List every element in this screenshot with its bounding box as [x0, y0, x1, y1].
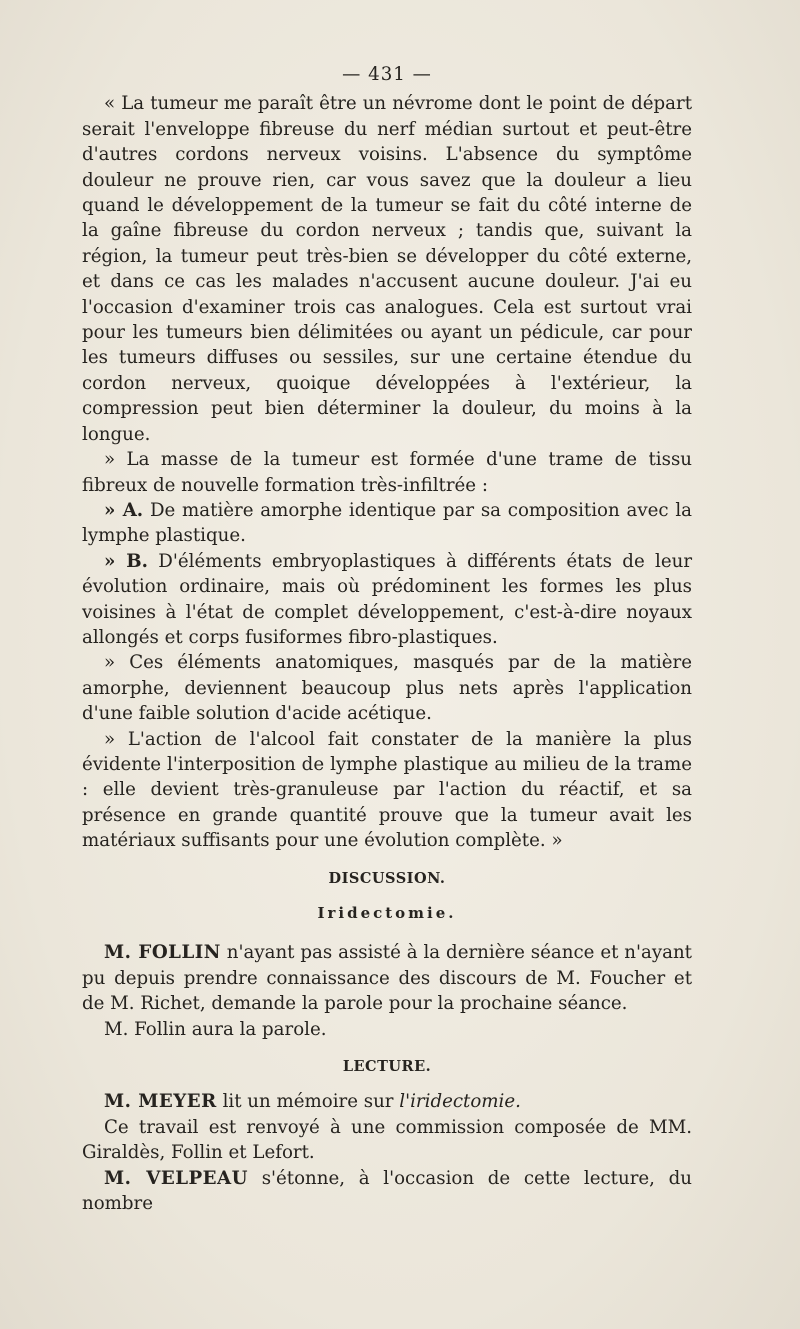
paragraph-meyer [82, 1089, 692, 1114]
item-a-text: De matière amorphe identique par sa composition avec la lymphe plastique. [82, 499, 692, 547]
item-b-marker: » B. [104, 550, 148, 572]
paragraph-item-b [82, 549, 692, 651]
meyer-title: l'iridectomie. [399, 1091, 521, 1113]
speaker-meyer: M. MEYER [104, 1091, 217, 1113]
paragraph-masse-tumeur: » La masse de la tumeur est formée d'une trame de tissu fibreux de nouvelle formation très-infiltrée : [82, 449, 692, 496]
speaker-velpeau: M. VELPEAU [104, 1167, 248, 1189]
paragraph-commission: Ce travail est renvoyé à une commission composée de MM. Giraldès, Follin et Lefort. [82, 1116, 692, 1164]
paragraph-item-a [82, 498, 692, 549]
paragraph-action-alcool: » L'action de l'alcool fait constater de la manière la plus évidente l'interposition de lymphe plastique au milieu de la trame : elle devient très-granuleuse par l'action du réactif, et sa présence en grande quantité prouve que la tumeur avait les matériaux suffisants pour une évolution complète. » [82, 728, 692, 852]
page-number: — 431 — [342, 64, 432, 85]
speaker-follin: M. FOLLIN [104, 942, 221, 964]
iridectomie-subheading: Iridectomie. [317, 904, 457, 922]
paragraph-follin-parole: M. Follin aura la parole. [104, 1018, 327, 1040]
paragraph-tumeur-nevrome: « La tumeur me paraît être un névrome dont le point de départ serait l'enveloppe fibreuse du nerf médian surtout et peut-être d'autres cordons nerveux voisins. L'absence du symptôme douleur ne prouve rien, car vous savez que la douleur a lieu quand le développement de la tumeur se fait du côté interne de la gaîne fibreuse du cordon nerveux ; tandis que, suivant la région, la tumeur peut très-bien se développer du côté externe, et dans ce cas les malades n'accusent aucune douleur. J'ai eu l'occasion d'examiner trois cas analogues. Cela est surtout vrai pour les tumeurs bien délimitées ou ayant un pédicule, car pour les tumeurs diffuses ou sessiles, sur une certaine étendue du cordon nerveux, quoique développées à l'extérieur, la compression peut bien déterminer la douleur, du moins à la longue. [82, 93, 692, 445]
paragraph-velpeau [82, 1166, 692, 1217]
item-a-marker: » A. [104, 499, 144, 521]
meyer-text: lit un mémoire sur [222, 1091, 394, 1113]
lecture-heading: LECTURE. [342, 1058, 432, 1076]
discussion-heading: DISCUSSION. [328, 869, 446, 887]
item-b-text: D'éléments embryoplastiques à différents états de leur évolution ordinaire, mais où prédominent les formes les plus voisines à l'état de complet développement, c'est-à-dire noyaux allongés et corps fusiformes fibro-plastiques. [82, 550, 693, 648]
velpeau-text: s'étonne, à l'occasion de cette lecture, du nombre [82, 1167, 692, 1215]
paragraph-elements-anatomiques: » Ces éléments anatomiques, masqués par de la matière amorphe, deviennent beaucoup plus nets après l'application d'une faible solution d'acide acétique. [82, 652, 692, 725]
paragraph-follin [82, 940, 692, 1016]
page-content [82, 62, 692, 1216]
follin-text: n'ayant pas assisté à la dernière séance et n'ayant pu depuis prendre connaissance des discours de M. Foucher et de M. Richet, demande la parole pour la prochaine séance. [82, 942, 692, 1015]
